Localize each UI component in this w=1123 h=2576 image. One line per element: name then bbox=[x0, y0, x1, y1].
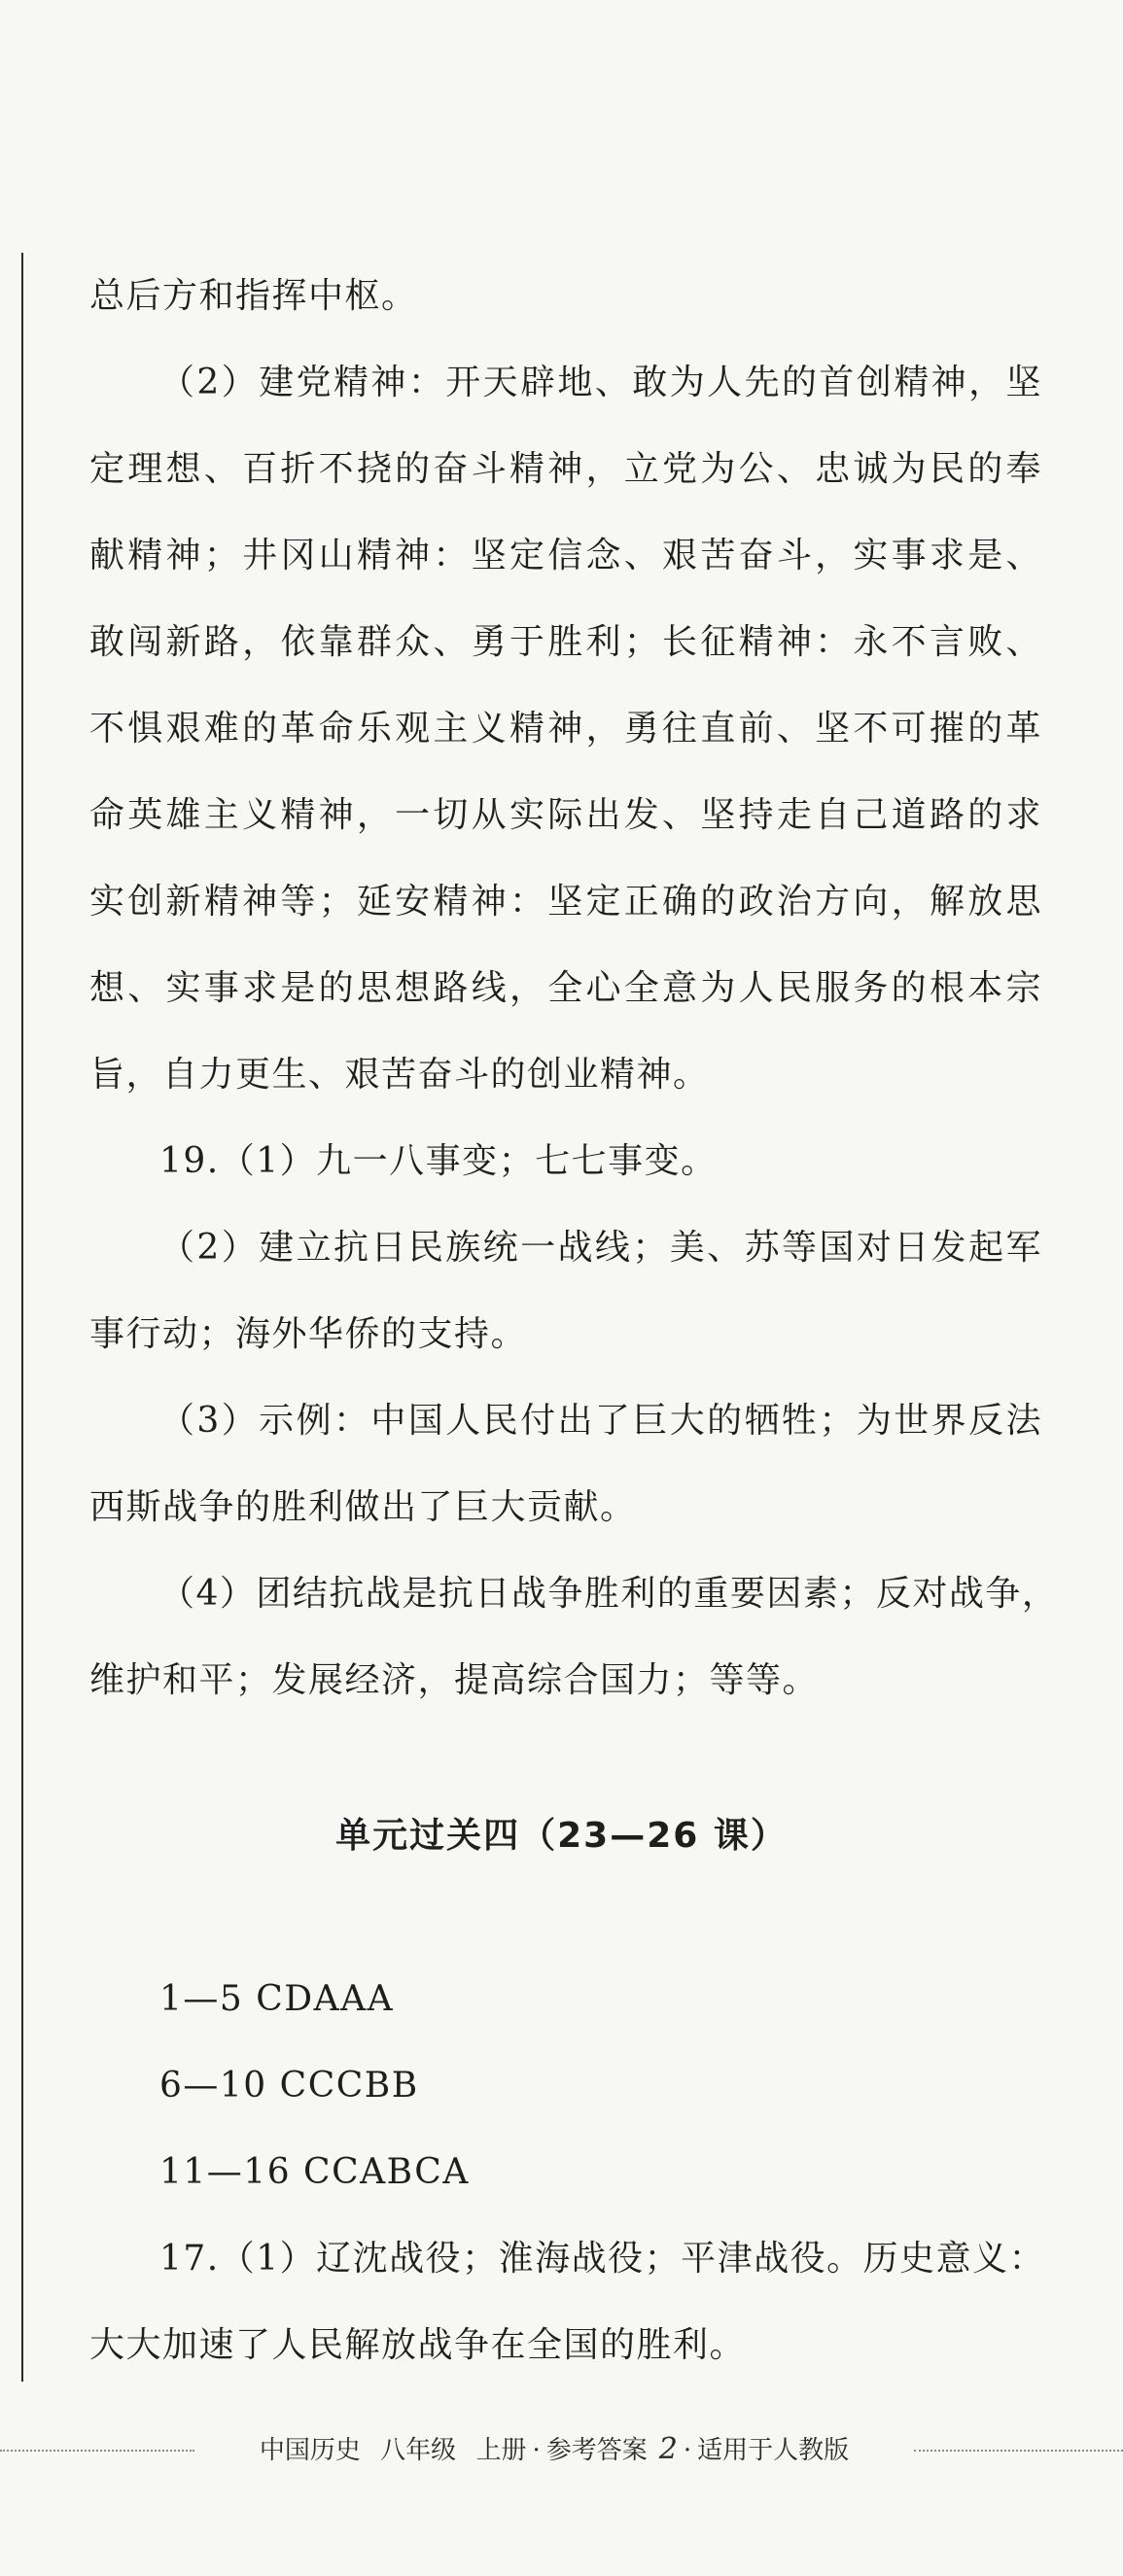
choice-answers: 6—10 CCCBB bbox=[159, 2066, 419, 2106]
text-line: 事行动；海外华侨的支持。 bbox=[89, 1314, 528, 1354]
text-line: 命英雄主义精神，一切从实际出发、坚持走自己道路的求 bbox=[89, 795, 1042, 835]
text-line: 维护和平；发展经济，提高综合国力；等等。 bbox=[89, 1660, 820, 1700]
text-line: （2）建党精神：开天辟地、敢为人先的首创精神，坚 bbox=[159, 363, 1042, 402]
text-line: 献精神；井冈山精神：坚定信念、艰苦奋斗，实事求是、 bbox=[89, 536, 1042, 575]
text-line: 实创新精神等；延安精神：坚定正确的政治方向，解放思 bbox=[89, 882, 1042, 922]
text-line: 西斯战争的胜利做出了巨大贡献。 bbox=[89, 1487, 637, 1527]
text-line: 旨，自力更生、艰苦奋斗的创业精神。 bbox=[89, 1055, 710, 1095]
answer-body bbox=[89, 253, 1059, 1723]
text-line: （3）示例：中国人民付出了巨大的牺牲；为世界反法 bbox=[159, 1401, 1042, 1441]
footer-dotted-rule bbox=[914, 2450, 1123, 2452]
footer-grade: 八年级 bbox=[380, 2436, 457, 2465]
text-line: 19.（1）九一八事变；七七事变。 bbox=[159, 1141, 718, 1181]
text-line: 敢闯新路，依靠群众、勇于胜利；长征精神：永不言败、 bbox=[89, 622, 1042, 662]
text-line: 想、实事求是的思想路线，全心全意为人民服务的根本宗 bbox=[89, 968, 1042, 1008]
page-footer: 中国历史 八年级 上册 · 参考答案 2 · 适用于人教版 bbox=[259, 2432, 850, 2466]
choice-answers: 11—16 CCABCA bbox=[159, 2152, 470, 2192]
text-line: 不惧艰难的革命乐观主义精神，勇往直前、坚不可摧的革 bbox=[89, 709, 1042, 748]
page-number: 2 bbox=[658, 2432, 678, 2466]
text-line: （2）建立抗日民族统一战线；美、苏等国对日发起军 bbox=[159, 1228, 1042, 1268]
text-line: 大大加速了人民解放战争在全国的胜利。 bbox=[89, 2325, 747, 2365]
unit-answers bbox=[89, 1956, 1046, 2388]
footer-volume: 上册 bbox=[475, 2436, 527, 2465]
footer-dotted-rule bbox=[0, 2450, 194, 2452]
footer-subject: 中国历史 bbox=[259, 2436, 361, 2465]
text-line: （4）团结抗战是抗日战争胜利的重要因素；反对战争， bbox=[159, 1574, 1059, 1614]
footer-edition: 适用于人教版 bbox=[697, 2436, 850, 2465]
margin-rule bbox=[21, 253, 23, 2382]
text-line: 总后方和指挥中枢。 bbox=[89, 276, 418, 316]
text-line: 定理想、百折不挠的奋斗精神，立党为公、忠诚为民的奉 bbox=[89, 449, 1042, 489]
section-title: 单元过关四（23—26 课） bbox=[335, 1816, 788, 1856]
choice-answers: 1—5 CDAAA bbox=[159, 1979, 395, 2019]
footer-label: 参考答案 bbox=[545, 2436, 648, 2465]
text-line: 17.（1）辽沈战役；淮海战役；平津战役。历史意义： bbox=[159, 2239, 1046, 2279]
